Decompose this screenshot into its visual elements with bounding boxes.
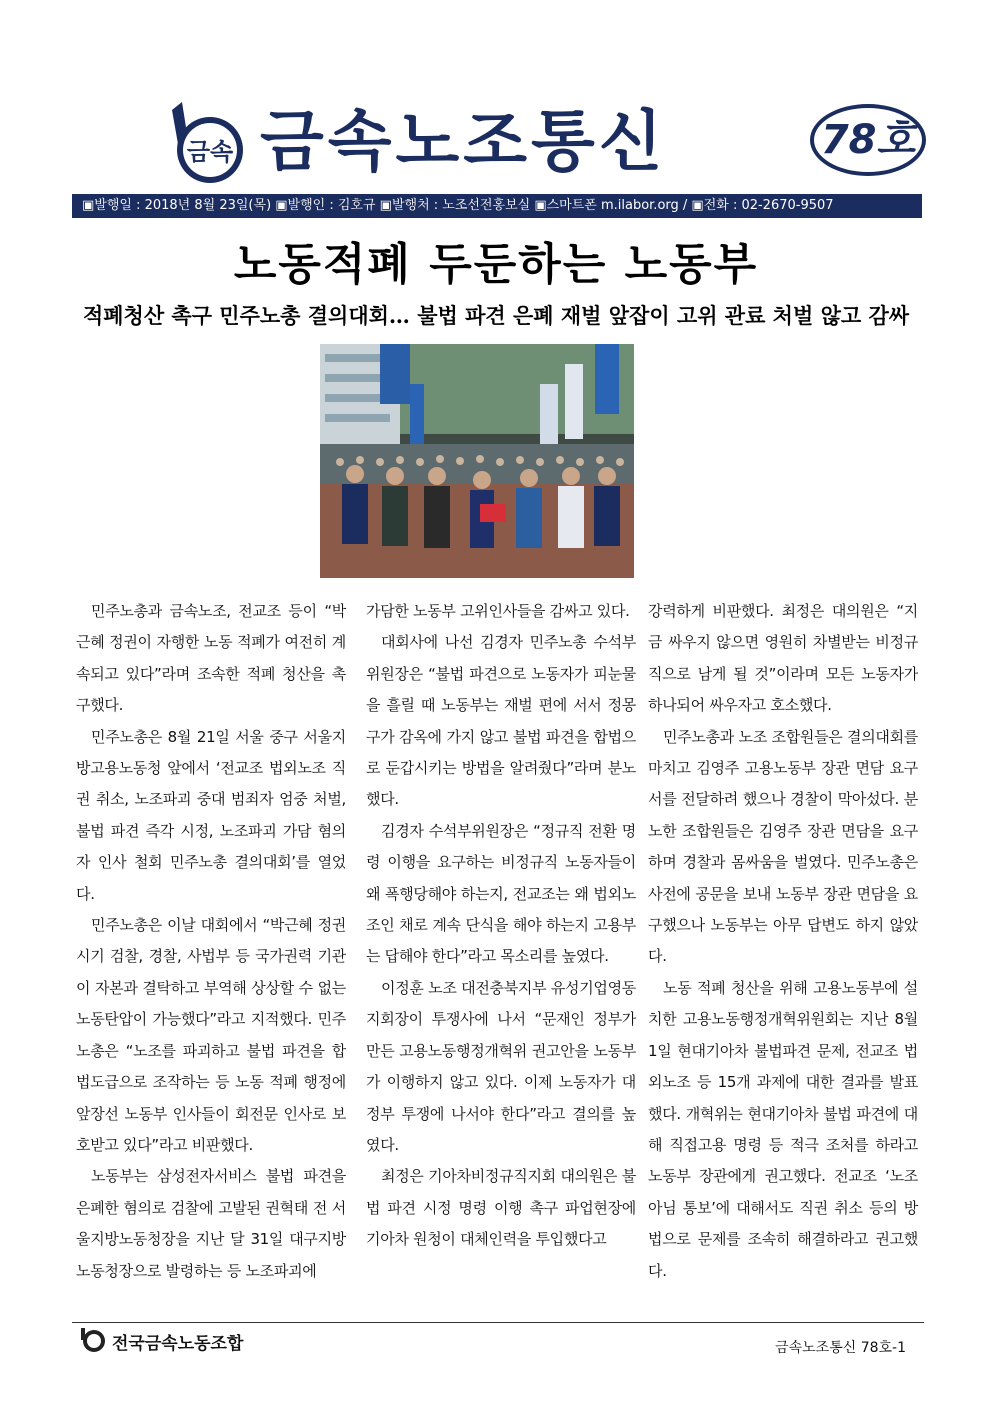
rally-photo [320,344,634,578]
paragraph: 노동 적폐 청산을 위해 고용노동부에 설치한 고용노동행정개혁위원회는 지난 8월 1일 현대기아차 불법파견 문제, 전교조 법외노조 등 15개 과제에 대한 결과를 발표했다. 개혁위는 현대기아차 불법 파견에 대해 직접고용 명령 등 적극 조처를 하라고 노동부 장관에게 권고했다. 전교조 ‘노조 아님 통보’에 대해서도 직권 취소 등의 방법으로 문제를 조속히 해결하라고 권고했다. [648,978,918,1280]
paragraph: 이정훈 노조 대전충북지부 유성기업영동지회장이 투쟁사에 나서 “문재인 정부가 만든 고용노동행정개혁위 권고안을 노동부가 이행하지 않고 있다. 이제 노동자가 대정부 투쟁에 나서야 한다”라고 결의를 높였다. [366,978,636,1154]
paragraph: 민주노총은 8월 21일 서울 중구 서울지방고용노동청 앞에서 ‘전교조 법외노조 직권 취소, 노조파괴 중대 범죄자 엄중 처벌, 불법 파견 즉각 시정, 노조파괴 가담 혐의자 인사 철회 민주노총 결의대회’를 열었다. [76,727,346,903]
newsletter-title: 금속노조통신 [260,103,667,180]
footer-divider [72,1322,924,1323]
paragraph: 민주노총과 금속노조, 전교조 등이 “박근혜 정권이 자행한 노동 적폐가 여전히 계속되고 있다”라며 조속한 적폐 청산을 촉구했다. [76,602,346,715]
paragraph: 강력하게 비판했다. 최정은 대의원은 “지금 싸우지 않으면 영원히 차별받는 비정규직으로 남게 될 것”이라며 모든 노동자가 하나되어 싸우자고 호소했다. [648,602,918,715]
article-column-2 [366,596,636,1256]
paragraph: 민주노총은 이날 대회에서 “박근혜 정권 시기 검찰, 경찰, 사법부 등 국가권력 기관이 자본과 결탁하고 부역해 상상할 수 없는 노동탄압이 가능했다”라고 지적했다. 민주노총은 “노조를 파괴하고 불법 파견을 합법도급으로 조작하는 등 노동 적폐 행정에 앞장선 노동부 인사들이 회전문 인사로 보호받고 있다”라고 비판했다. [76,916,346,1154]
crowd-photo-image [320,344,634,578]
article-subheadline: 적폐청산 촉구 민주노총 결의대회… 불법 파견 은폐 재벌 앞잡이 고위 관료 처벌 않고 감싸 [82,303,910,328]
article-headline: 노동적폐 두둔하는 노동부 [233,239,759,290]
union-emblem-icon [78,1327,108,1353]
masthead [160,96,920,188]
issue-number-badge: 78호 [810,104,926,176]
union-logo-emblem [164,100,256,186]
paragraph: 민주노총과 노조 조합원들은 결의대회를 마치고 김영주 고용노동부 장관 면담 요구서를 전달하려 했으나 경찰이 막아섰다. 분노한 조합원들은 김영주 장관 면담을 요구하며 경찰과 몸싸움을 벌였다. 민주노총은 사전에 공문을 보내 노동부 장관 면담을 요구했으나 노동부는 아무 답변도 하지 않았다. [648,727,918,966]
paragraph: 대회사에 나선 김경자 민주노총 수석부위원장은 “불법 파견으로 노동자가 피눈물을 흘릴 때 노동부는 재벌 편에 서서 정몽구가 감옥에 가지 않고 불법 파견을 합법으로 둔갑시키는 방법을 알려줬다”라며 분노했다. [366,633,636,809]
article-body [76,596,928,1286]
logo-text: 금속 [186,138,234,166]
paragraph: 최정은 기아차비정규직지회 대의원은 불법 파견 시정 명령 이행 촉구 파업현장에 기아차 원청이 대체인력을 투입했다고 [366,1167,636,1249]
fist-logo-icon [164,100,256,186]
article-column-1 [76,596,346,1287]
footer-org-name: 전국금속노동조합 [112,1334,244,1354]
paragraph: 노동부는 삼성전자서비스 불법 파견을 은폐한 혐의로 검찰에 고발된 권혁태 전 서울지방노동청장을 지난 달 31일 대구지방노동청장으로 발령하는 등 노조파괴에 [76,1167,346,1280]
footer-page-number: 금속노조통신 78호-1 [775,1340,906,1356]
publication-info-bar: ▣발행일 : 2018년 8월 23일(목) ▣발행인 : 김호규 ▣발행처 : 노조선전홍보실 ▣스마트폰 m.ilabor.org / ▣전화 : 02-2670-9507 [72,194,922,218]
paragraph: 가담한 노동부 고위인사들을 감싸고 있다. [366,602,630,620]
paragraph: 김경자 수석부위원장은 “정규직 전환 명령 이행을 요구하는 비정규직 노동자들이 왜 폭행당해야 하는지, 전교조는 왜 법외노조인 채로 계속 단식을 해야 하는지 고용부는 답해야 한다”라고 목소리를 높였다. [366,821,636,966]
article-column-3 [648,596,918,1287]
